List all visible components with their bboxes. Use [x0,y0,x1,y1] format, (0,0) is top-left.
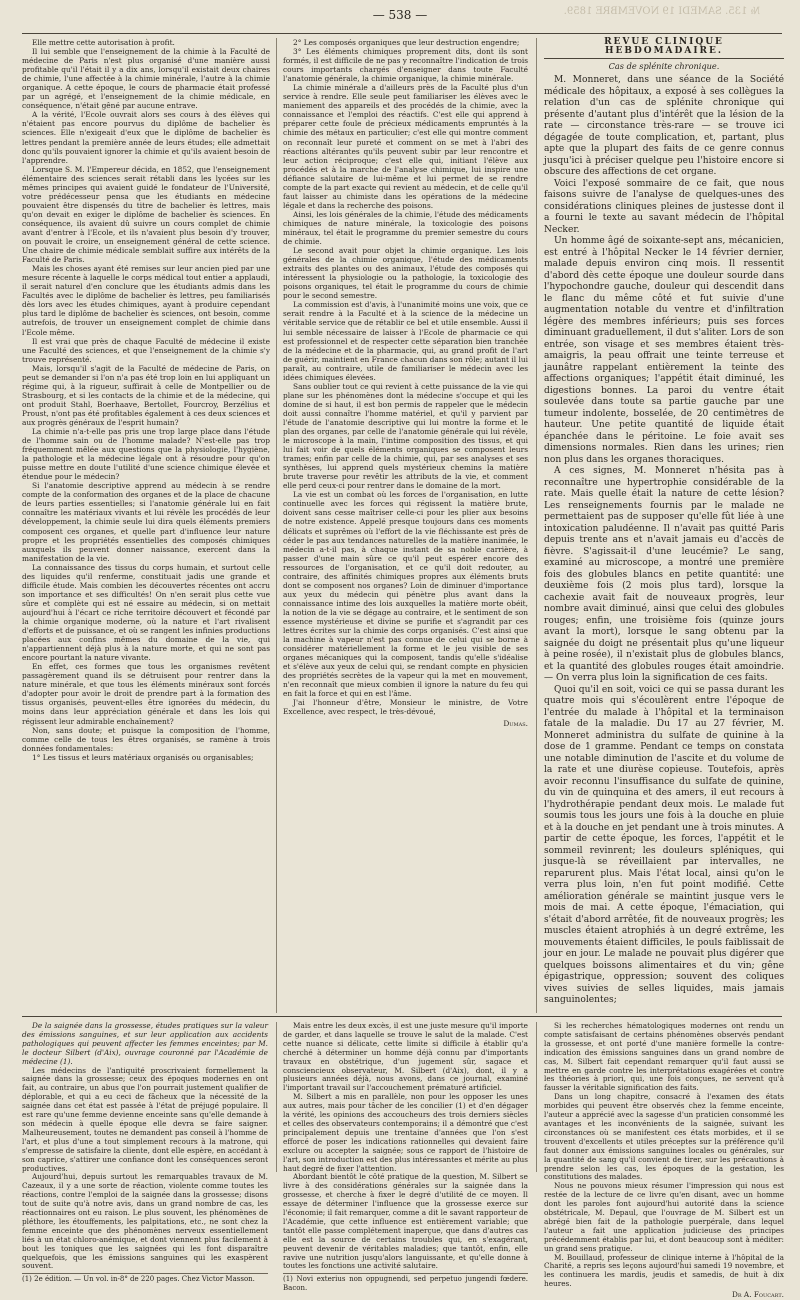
section-title: REVUE CLINIQUE HEBDOMADAIRE. [544,38,784,59]
paragraph: Le second avait pour objet la chimie organique. Les lois générales de la chimie organique, l'étude des médicaments extraits des plantes ou des animaux, l'étude des composés qui intéressent la physiologie ou la pathologie, la toxicologie des poisons organiques, tel était le programme du cours de chimie pour le second semestre. [283,246,528,301]
bottom-column-2 [283,1021,528,1293]
paragraph: Ainsi, les lois générales de la chimie, l'étude des médicaments chimiques de nature minérale, la toxicologie des poisons minéraux, tel était le programme du premier semestre du cours de chimie. [283,209,528,247]
paragraph: La connaissance des tissus du corps humain, et surtout celle des liquides qu'il renferme, constituait jadis une grande et difficile étude. Mais combien les découvertes récentes ont accru son importance et ses difficultés! On n'en serait plus cette vue sûre et complète qui est né essaire au médecin, si on mettait aujourd'hui à l'écart ce riche territoire découvert et fécondé par la chimie organique moderne, où la nature et l'art rivalisent d'efforts et de puissance, et où se rangent les infinies productions placées aux confins mêmes du domaine de la vie, qui n'appartiennent déjà plus à la nature morte, et qui ne sont pas encore pourtant la nature vivante. [22,562,270,663]
paragraph: Non, sans doute; et puisque la composition de l'homme, comme celle de tous les êtres organisés, se ramène à trois données fondamentales: [22,725,270,753]
paragraph: En effet, ces formes que tous les organismes revêtent passagèrement quand ils se détruisent pour rentrer dans la nature minérale, et que tous les éléments minéraux sont forcés d'adopter pour avoir le droit de prendre part à la formation des tissus organisés, peuvent-elles être ignorées du médecin, du moins dans leur appréciation générale et dans les lois qui régissent leur admirable enchaînement? [22,662,270,726]
paragraph: Mais les choses ayant été remises sur leur ancien pied par une mesure récente à laquelle le corps médical tout entier a applaudi, il serait naturel d'en conclure que les étudiants admis dans les Facultés avec le diplôme de bachelier ès lettres, peu familiarisés dès lors avec les études chimiques, ayant à produire cependant plus tard le diplôme de bachelier ès sciences, ont besoin, comme autrefois, de trouver un enseignement complet de chimie dans l'Ecole même. [22,264,270,337]
paragraph: Il est vrai que près de chaque Faculté de médecine il existe une Faculté des sciences, et que l'enseignement de la chimie s'y trouve représenté. [22,336,270,364]
paragraph: Il lui semble que l'enseignement de la chimie à la Faculté de médecine de Paris n'est plus organisé d'une manière aussi profitable qu'il l'était il y a dix ans, lorsqu'il existait deux chaires de chimie, l'une affectée à la chimie minérale, l'autre à la chimie organique. A cette époque, le cours de pharmacie était professé par un agrégé, et l'enseignement de la chimie médicale, en conséquence, n'était gêné par aucune entrave. [22,47,270,111]
paragraph: 1° Les tissus et leurs matériaux organisés ou organisables; [32,752,254,762]
column-3 [544,38,784,1013]
paragraph: Nous ne pouvons mieux résumer l'impression qui nous est restée de la lecture de ce livre qu'en disant, avec un homme dont les paroles font aujourd'hui autorité dans la science obstétricale, M. Depaul, que l'ouvrage de M. Silbert est un abrégé bien fait de la pathologie puerpérale, dans lequel l'auteur a fait une application judicieuse des principes précédemment établis par lui, et dont beaucoup sont à méditer: un grand sens pratique. [544,1181,784,1253]
section-body [544,75,784,1007]
paragraph: M. Bouillaud, professeur de clinique interne à l'hôpital de la Charité, a repris ses leçons aujourd'hui samedi 19 novembre, et les continuera les mardis, jeudis et samedis, de huit à dix heures. [544,1252,784,1289]
paragraph: Si les recherches hématologiques modernes ont rendu un compte satisfaisant de certains phénomènes observés pendant la grossesse, et ont porté d'une manière formelle la contre-indication des émissions sanguines dans un grand nombre de cas, M. Silbert fait cependant remarquer qu'il faut aussi se mettre en garde contre les interprétations exagérées et contre les théories à priori, qui, une fois conçues, ne servent qu'à fausser la véritable signification des faits. [544,1021,784,1093]
paragraph: 2° Les composés organiques que leur destruction engendre; [293,38,520,47]
column-2 [283,38,528,1013]
top-rule [22,33,782,34]
book-review-body [283,1022,528,1271]
book-review-body [22,1067,268,1272]
paragraph: M. Monneret, dans une séance de la Société médicale des hôpitaux, a exposé à ses collègues la relation d'un cas de splénite chronique qui présente d'autant plus d'intérêt que la lésion de la rate — circonstance très-rare — se trouve ici dégagée de toute complication, et, partant, plus apte que la plupart des faits de ce genre connus jusqu'ici à préciser quelque peu l'histoire encore si obscure des affections de cet organe. [544,75,784,178]
letter-signature: Dumas. [503,718,528,728]
column-divider [276,1022,277,1172]
page-number: — 538 — [372,8,428,22]
paragraph: Abordant bientôt le côté pratique de la question, M. Silbert se livre à des considérations générales sur la saignée dans la grossesse, et cherche à fixer le degré d'utilité de ce moyen. Il essaye de déterminer l'influence que la grossesse exerce sur l'économie; il fait remarquer, comme a dit le savant rapporteur de l'Académie, que cette influence est entièrement variable; que tantôt elle passe complétement inaperçue, que dans d'autres cas elle est la source de certains troubles qui, en s'exagérant, peuvent devenir de véritables maladies; que tantôt, enfin, elle ravive une nutrition jusqu'alors languissante, et qu'elle donne à toutes les fonctions une activité salutaire. [283,1172,528,1271]
column-divider [536,38,537,1013]
section-subtitle: Cas de splénite chronique. [608,61,720,72]
bleed-through-header: № 135. SAMEDI 19 NOVEMBRE 1859. [563,6,760,17]
paragraph: 3° Les éléments chimiques proprement dits, dont ils sont formés, il est difficile de ne pas y reconnaître l'indication de trois cours importants chargés d'enseigner dans toute Faculté l'anatomie générale, la chimie organique, la chimie minérale. [283,47,528,84]
paragraph: J'ai l'honneur d'être, Monsieur le ministre, de Votre Excellence, avec respect, le très-dévoué, [283,698,528,717]
feuilleton-rule [22,1016,782,1017]
column-divider [276,38,277,1013]
paragraph: Lorsque S. M. l'Empereur décida, en 1852, que l'enseignement élémentaire des sciences serait rétabli dans les lycées sur les mêmes principes qui avaient guidé le fondateur de l'Université, votre prédécesseur pensa que les étudiants en médecine pouvaient être dispensés du titre de bachelier ès lettres, mais qu'on devait en exiger le diplôme de bachelier ès sciences. En conséquence, ils avaient dû suivre un cours complet de chimie avant d'entrer à l'Ecole, et ils n'avaient plus besoin d'y trouver, on pouvait le croire, un enseignement général de cette science. Une chaire de chimie médicale semblait suffire aux intérêts de la Faculté de Paris. [22,164,270,265]
paragraph: La chimie minérale a d'ailleurs près de la Faculté plus d'un service à rendre. Elle seule peut familiariser les élèves avec le maniement des appareils et des procédés de la chimie, avec la connaissance et l'emploi des réactifs. C'est elle qui apprend à préparer cette foule de précieux médicaments empruntés à la chimie des métaux en particulier; c'est elle qui montre comment on reconnaît leur pureté et comment on se met à l'abri des réactions altérantes qu'ils peuvent subir par leur rencontre et leur action réciproque; c'est elle qui, initiant l'élève aux procédés et à la marche de l'analyse chimique, lui inspire une défiance salutaire de lui-même et lui permet de se rendre compte de la part exacte qui revient au médecin, et de celle qu'il faut laisser au chimiste dans les opérations de la médecine légale et dans la recherche des poisons. [283,83,528,210]
paragraph: A ces signes, M. Monneret n'hésita pas à reconnaître une hypertrophie considérable de la rate. Mais quelle était la nature de cette lésion? Les renseignements fournis par le malade ne permettaient pas de supposer qu'elle fût liée à une intoxication paludéenne. Il n'avait pas quitté Paris depuis trente ans et n'avait jamais eu d'accès de fièvre. S'agissait-il d'une leucémie? Le sang, examiné au microscope, a montré une première fois des globules blancs en petite quantité: une deuxième fois (2 mois plus tard), lorsque la cachexie avait fait de nouveaux progrès, leur nombre avait diminué, ainsi que celui des globules rouges; enfin, une troisième fois (quinze jours avant la mort), lorsque le sang obtenu par la saignée du doigt ne présentait plus qu'une liqueur à peine rosée), il n'existait plus de globules blancs, et la quantité des globules rouges était amoindrie. — On verra plus loin la signification de ces faits. [544,466,784,684]
paragraph: M. Silbert a mis en parallèle, non pour les opposer les unes aux autres, mais pour tâcher de les concilier (1) et d'en dégager la vérité, les opinions des accoucheurs des trois derniers siècles et celles des observateurs contemporains; il a démontré que c'est principalement depuis une trentaine d'années que l'on s'est efforcé de poser les indications rationnelles qui devaient faire exclure ou accepter la saignée; sous ce rapport de l'histoire de l'art, son introduction est des plus intéressantes et mérite au plus haut degré de fixer l'attention. [283,1092,528,1173]
column-divider [536,1022,537,1172]
paragraph: La commission est d'avis, à l'unanimité moins une voix, que ce serait rendre à la Faculté et à la science de la médecine un véritable service que de rétablir ce bel et utile ensemble. Aussi il lui semble nécessaire de laisser à l'Ecole de pharmacie ce qui est professionnel et de respecter cette séparation bien tranchée de la médecine et de la pharmacie, qui, au grand profit de l'art de guérir, maintient en France chacun dans son rôle; autant il lui paraît, au contraire, utile de familiariser le médecin avec les idées chimiques élevées. [283,300,528,382]
author-signature: Dr A. Foucart. [732,1290,784,1300]
paragraph: Si l'anatomie descriptive apprend au médecin à se rendre compte de la conformation des organes et de la place de chacune de leurs parties essentielles; si l'anatomie générale lui en fait connaître les matériaux vivants et lui révèle les procédés de leur développement, la chimie seule lui dira quels éléments premiers composent ces organes, et quelle part d'influence leur nature propre et les propriétés essentielles des composés chimiques auxquels ils peuvent donner naissance, exercent dans la manifestation de la vie. [22,481,270,563]
paragraph: Les médecins de l'antiquité proscrivaient formellement la saignée dans la grossesse; ceux des époques modernes en ont fait, au contraire, un abus que l'on pourrait justement qualifier de déplorable, et qui a eu ceci de fâcheux que la nécessité de la saignée dans cet état est passée à l'état de préjugé populaire. Il est rare qu'une femme devienne enceinte sans qu'elle demande à son médecin à quelle époque elle devra se faire saigner. Malheureusement, toutes ne demandent pas conseil à l'homme de l'art, et plus d'une a tout simplement recours à la matrone, qui s'empresse de satisfaire la cliente, dont elle espère, en accédant à son caprice, s'attirer une confiance dont les conséquences seront productives. [22,1065,268,1173]
book-review-body [544,1022,784,1289]
paragraph: Sans oublier tout ce qui revient à cette puissance de la vie qui plane sur les phénomènes dont la médecine s'occupe et qui les domine de si haut, il est bon permis de rappeler que le médecin doit aussi connaître l'homme matériel, et qu'il y parvient par l'étude de l'anatomie descriptive qui lui montre la forme et le plan des organes, par celle de l'anatomie générale qui lui révèle, le microscope à la main, l'intime composition des tissus, et qui lui fait voir de quels éléments organiques se composent leurs trames; enfin par celle de la chimie, qui, par ses analyses et ses synthèses, lui apprend quels mystérieux chemins la matière brute traverse pour revêtir les attributs de la vie, et comment elle perd ceux-ci pour rentrer dans le domaine de la mort. [283,381,528,491]
paragraph: Quoi qu'il en soit, voici ce qui se passa durant les quatre mois qui s'écoulèrent entre l'époque de l'entrée du malade à l'hôpital et la terminaison fatale de la maladie. Du 17 au 27 février, M. Monneret administra du sulfate de quinine à la dose de 1 gramme. Pendant ce temps on constata une notable diminution de l'ascite et du volume de la rate et une diurèse copieuse. Toutefois, après avoir reconnu l'insuffisance du sulfate de quinine, du vin de quinquina et des amers, il eut recours à l'hydrothérapie pendant deux mois. Le malade fut soumis tous les jours une fois à la douche en pluie et à la douche en jet pendant une à trois minutes. A partir de cette époque, les forces, l'appétit et le sommeil revinrent; les douleurs spléniques, qui jusque-là se réveillaient par intervalles, ne reparurent plus. Mais l'état local, ainsi qu'on le verra plus loin, n'en fut point modifié. Cette amélioration générale se maintint jusque vers le mois de mai. A cette époque, l'émaciation, qui s'était d'abord arrêtée, fit de nouveaux progrès; les muscles étaient atrophiés à un degré extrême, les mouvements étaient difficiles, le pouls faiblissait de jour en jour. Le malade ne pouvait plus digérer que quelques boissons alimentaires et du vin; gêne épigastrique, oppression; souvent des coliques vives suivies de selles liquides, mais jamais sanguinolentes; [544,684,784,1006]
paragraph: La vie est un combat où les forces de l'organisation, en lutte continuelle avec les forces qui régissent la matière brute, doivent sans cesse maîtriser celle-ci pour les plier aux besoins de notre existence. Appelé presque toujours dans ces moments délicats et suprêmes où l'effort de la vie fléchissante est près de céder le pas aux tendances naturelles de la matière inanimée, le médecin a-t-il pas, à chaque instant de sa noble carrière, à passer d'une main sûre ce qu'il peut espérer encore des ressources de l'organisation, et ce qu'il doit redouter, au contraire, des affinités chimiques propres aux éléments bruts dont se composent nos organes? Loin de diminuer d'importance aux yeux du médecin qui pénètre plus avant dans la connaissance intime des lois auxquelles la matière morte obéit, la notion de la vie se dégage au contraire, et le sentiment de son essence mystérieuse et divine se purifie et s'agrandit par ces lettres écrites sur la chimie des corps organisés. C'est ainsi que la machine à vapeur n'est pas connue de celui qui se borne à considérer matériellement la forme et le jeu visible de ses organes mécaniques qui la composent, tandis qu'elle s'idéalise et s'élève aux yeux de celui qui, se rendant compte en physicien des propriétés secrètes de la vapeur qui la met en mouvement, n'en reconnaît que mieux combien il ignore la nature du feu qui en fait la force et qui en est l'âme. [283,490,528,699]
paragraph: A la vérité, l'Ecole ouvrait alors ses cours à des élèves qui n'étaient pas encore pourvus du diplôme de bachelier ès sciences. Elle n'exigeait d'eux que le diplôme de bachelier ès lettres pendant la première année de leurs études; elle admettait donc qu'ils pouvaient ignorer la chimie et qu'ils avaient besoin de l'apprendre. [22,110,270,165]
book-review-title: De la saignée dans la grossesse, études pratiques sur la valeur des émissions sanguines, et sur leur application aux accidents pathologiques qui peuvent affecter les femmes enceintes; par M. le docteur Silbert (d'Aix), ouvrage couronné par l'Académie de médecine (1). [22,1021,268,1066]
paragraph: Elle mettre cette autorisation à profit. [32,38,175,47]
paragraph: Mais, lorsqu'il s'agit de la Faculté de médecine de Paris, on peut se demander si l'on n'a pas été trop loin en lui appliquant un régime qui, à la rigueur, suffirait à celle de Montpellier ou de Strasbourg, et si les contacts de la chimie et de la médecine, qui ont produit Stahl, Boerhaave, Bertollet, Fourcroy, Berzélius et Proust, n'ont pas été profitables également à ces deux sciences et aux progrès généraux de l'esprit humain? [22,363,270,427]
footnote: (1) Novi exterius non oppugnendi, sed perpetuo jungendi fœdere. Bacon. [283,1275,528,1293]
paragraph: La chimie n'a-t-elle pas pris une trop large place dans l'étude de l'homme sain ou de l'homme malade? N'est-elle pas trop fréquemment mêlée aux questions que la physiologie, l'hygiène, la pathologie et la médecine légale ont à résoudre pour qu'on puisse mettre en doute l'utilité d'une science chimique élevée et étendue pour le médecin? [22,427,270,482]
paragraph: Un homme âgé de soixante-sept ans, mécanicien, est entré à l'hôpital Necker le 14 février dernier, malade depuis environ cinq mois. Il ressentit d'abord dès cette époque une douleur sourde dans l'hypochondre gauche, douleur qui descendit dans le flanc du même côté et fut suivie d'une augmentation notable du ventre et d'infiltration légère des membres inférieurs; puis ses forces diminuant graduellement, il dut s'aliter. Lors de son entrée, son visage et ses membres étaient très-amaigris, la peau offrait une teinte terreuse et jaunâtre rappelant entièrement la teinte des affections organiques; l'appétit était diminué, les digestions bonnes. La paroi du ventre était soulevée dans toute sa partie gauche par une tumeur indolente, bosselée, de 20 centimètres de hauteur. Une petite quantité de liquide était épanchée dans le péritoine. Le foie avait ses dimensions normales. Rien dans les urines; rien non plus dans les organes thoraciques. [544,236,784,465]
paragraph: Dans un long chapitre, consacré à l'examen des états morbides qui peuvent être observés chez la femme enceinte, l'auteur a apprécié avec la sagesse d'un praticien consommé les avantages et les inconvénients de la saignée, suivant les circonstances où se manifestent ces états morbides, et il se trouvent d'excellents et utiles préceptes sur la préférence qu'il faut donner aux émissions sanguines locales ou générales, sur la quantité de sang qu'il convient de tirer, sur les précautions à prendre selon les cas, les époques de la gestation, les constitutions des malades. [544,1092,784,1182]
paragraph: Voici l'exposé sommaire de ce fait, que nous faisons suivre de l'analyse de quelques-unes des considérations cliniques pleines de justesse dont il a fourni le texte au savant médecin de l'hôpital Necker. [544,178,784,235]
column-1 [22,38,270,1013]
paragraph: Aujourd'hui, depuis surtout les remarquables travaux de M. Cazeaux, il y a une sorte de réaction, violente comme toutes les réactions, contre l'emploi de la saignée dans la grossesse; disons tout de suite qu'à notre avis, dans un grand nombre de cas, les réactionnaires ont eu raison. Le plus souvent, les phénomènes de pléthore, les étouffements, les palpitations, etc., ne sont chez la femme enceinte que des phénomènes nerveux essentiellement liés à un état chloro-anémique, et dont viennent plus facilement à bout les toniques que les saignées qui les font disparaître quelquefois, que les émissions sanguines qui les exaspèrent souvent. [22,1172,268,1271]
footnote: (1) 2e édition. — Un vol. in-8° de 220 pages. Chez Victor Masson. [22,1273,268,1284]
paragraph: Mais entre les deux excès, il est une juste mesure qu'il importe de garder, et dans laquelle se trouve le salut de la malade. C'est cette nuance si délicate, cette limite si difficile à établir qu'a cherché à déterminer un homme déjà connu par d'importants travaux en obstétrique, d'un jugement sûr, sagace et consciencieux observateur, M. Silbert (d'Aix), dont, il y a plusieurs années déjà, nous avons, dans ce journal, examiné l'important travail sur l'accouchement prématuré artificiel. [283,1021,528,1093]
bottom-column-3 [544,1021,784,1300]
bottom-column-1 [22,1021,268,1284]
